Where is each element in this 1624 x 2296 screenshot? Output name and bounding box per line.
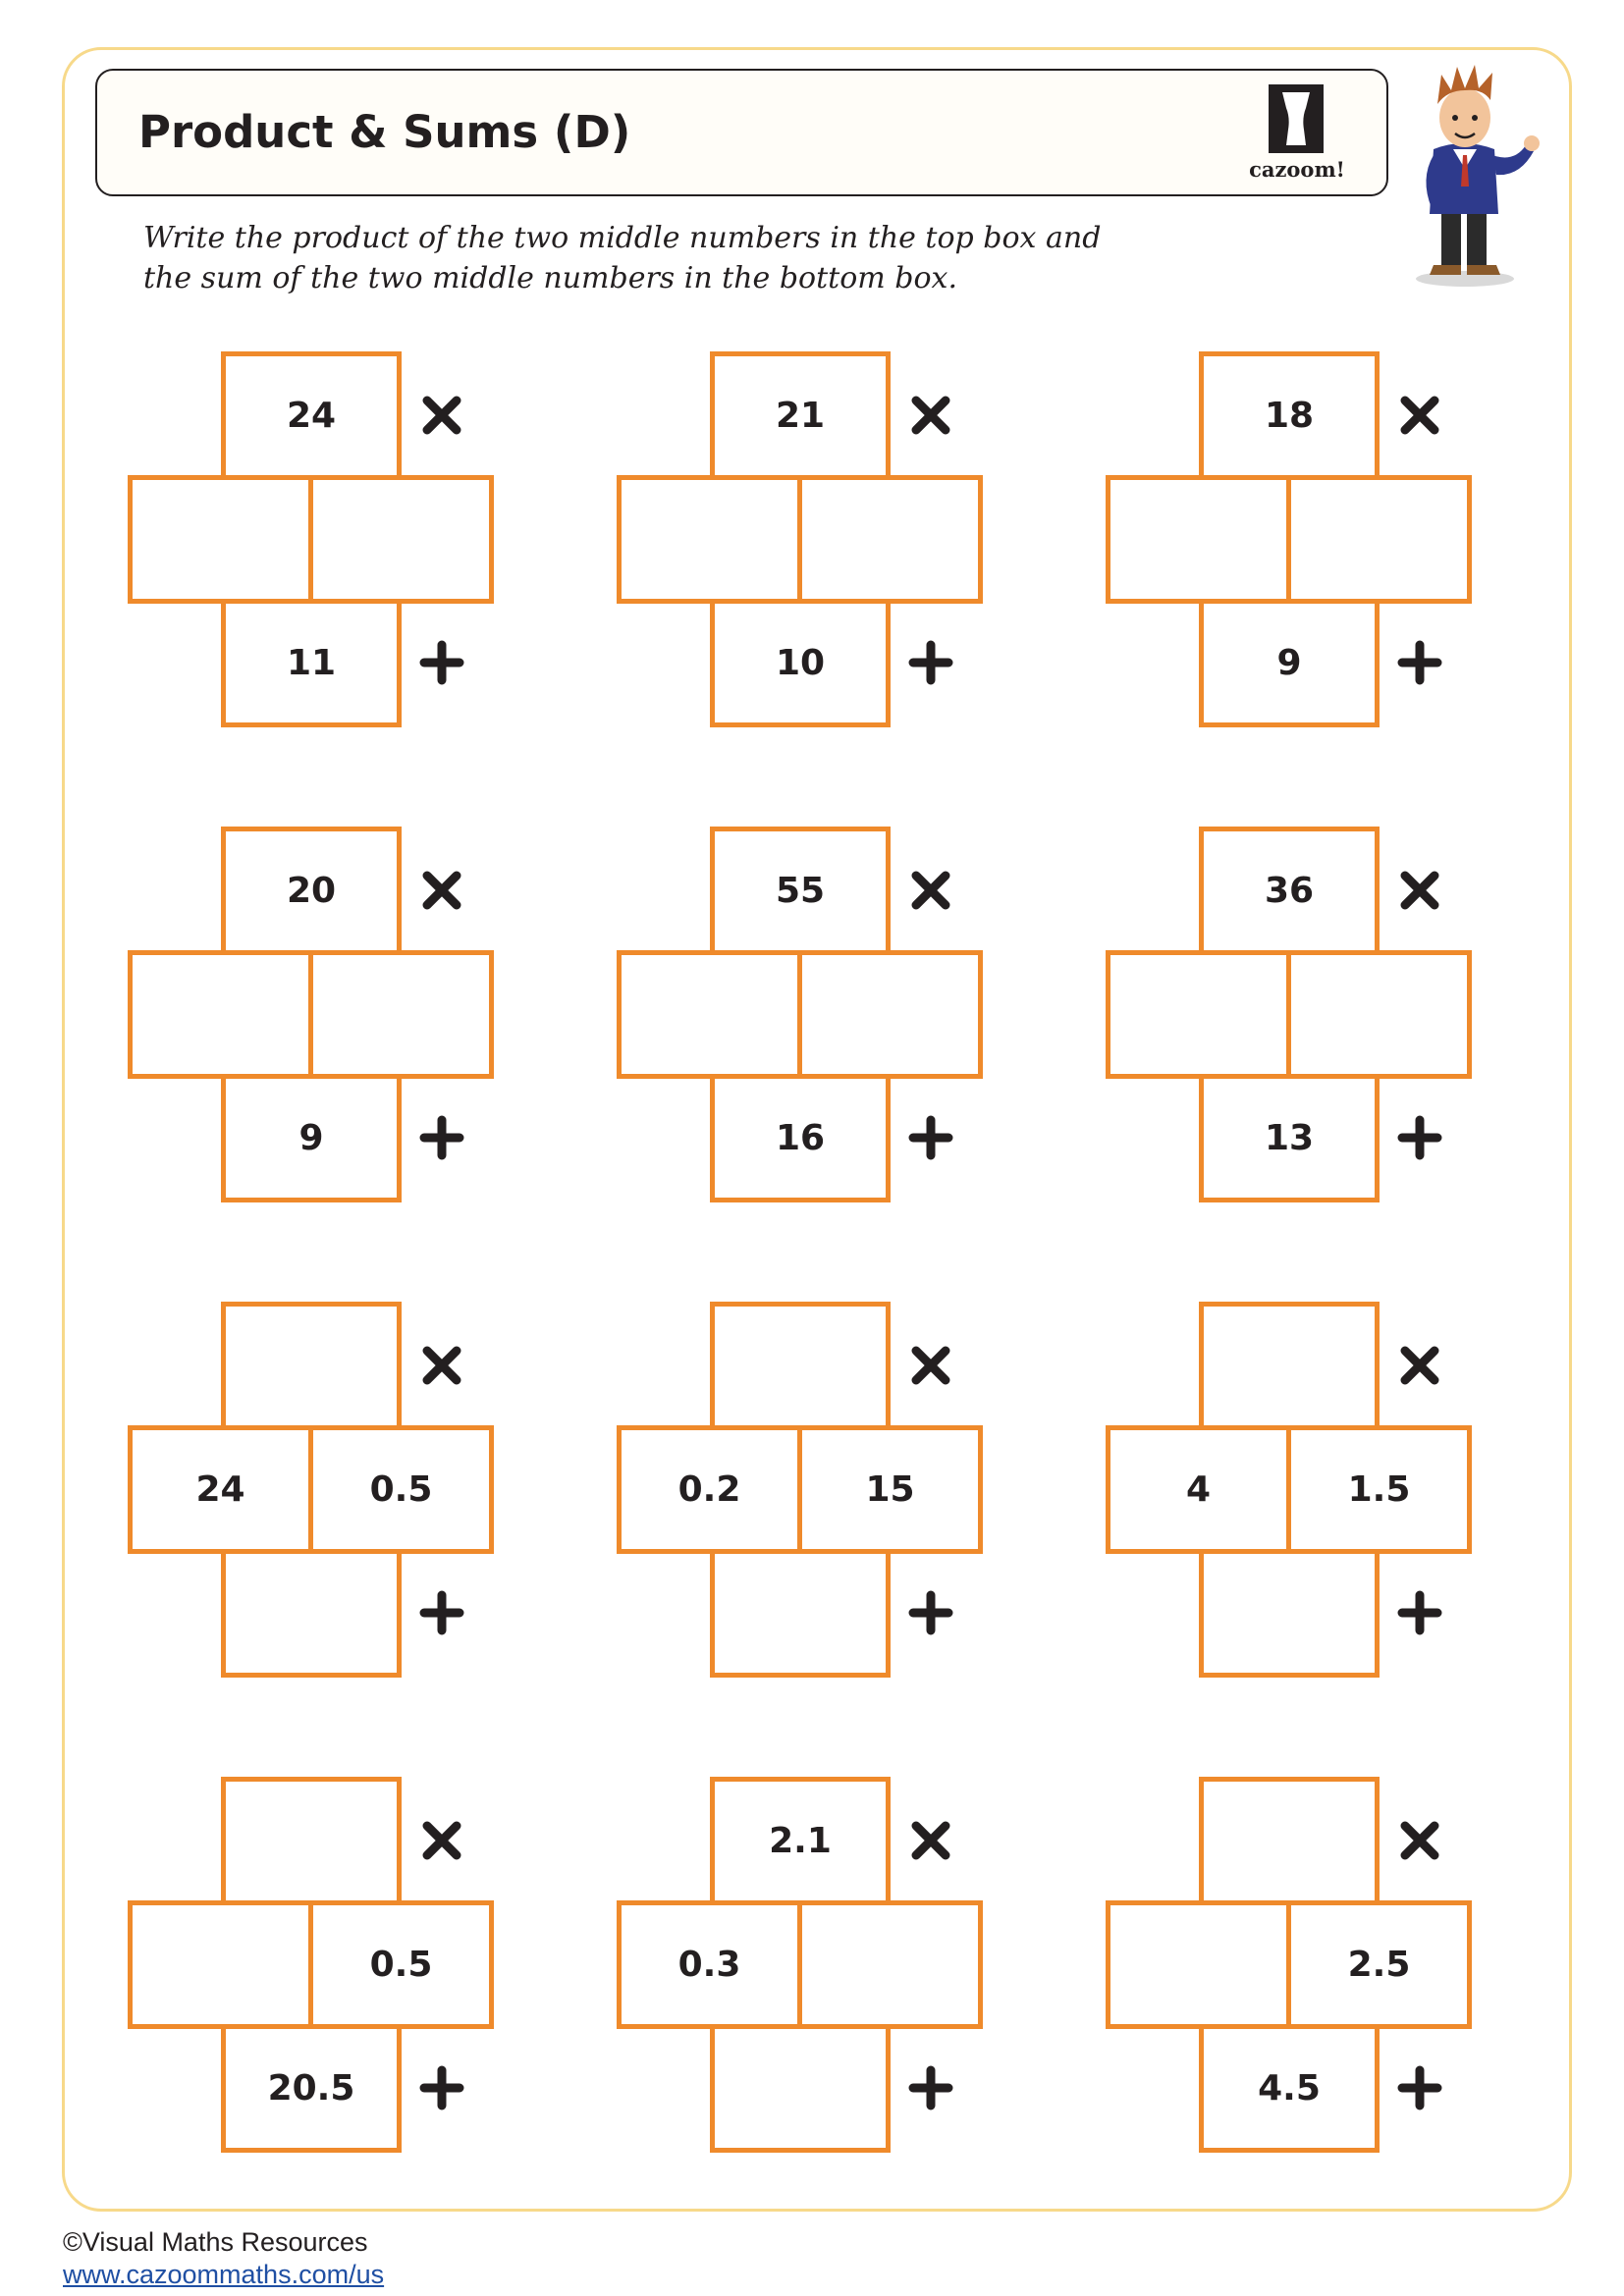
logo-text: cazoom! bbox=[1249, 157, 1345, 182]
middle-left-box[interactable] bbox=[128, 950, 313, 1079]
middle-left-box[interactable]: 0.3 bbox=[617, 1900, 802, 2029]
multiply-icon bbox=[417, 1816, 466, 1865]
puzzle bbox=[617, 351, 1049, 734]
product-box[interactable]: 36 bbox=[1199, 827, 1380, 955]
copyright-text: ©Visual Maths Resources bbox=[63, 2227, 368, 2257]
cazoom-logo bbox=[1239, 84, 1355, 187]
plus-icon bbox=[1395, 1113, 1444, 1162]
sum-box[interactable]: 20.5 bbox=[221, 2024, 402, 2153]
product-box[interactable] bbox=[1199, 1302, 1380, 1430]
middle-left-box[interactable] bbox=[1106, 1900, 1291, 2029]
plus-icon bbox=[1395, 638, 1444, 687]
product-box[interactable]: 20 bbox=[221, 827, 402, 955]
puzzle bbox=[128, 1302, 560, 1684]
product-box[interactable]: 18 bbox=[1199, 351, 1380, 480]
title-banner bbox=[95, 69, 1388, 196]
plus-icon bbox=[417, 638, 466, 687]
multiply-icon bbox=[906, 391, 955, 440]
middle-right-box[interactable]: 0.5 bbox=[308, 1425, 494, 1554]
multiply-icon bbox=[906, 1341, 955, 1390]
middle-right-box[interactable]: 1.5 bbox=[1286, 1425, 1472, 1554]
instruction-line-2: the sum of the two middle numbers in the bottom box. bbox=[143, 261, 957, 295]
middle-left-box[interactable] bbox=[128, 1900, 313, 2029]
sum-box[interactable] bbox=[710, 1549, 891, 1678]
puzzle bbox=[1106, 827, 1538, 1209]
multiply-icon bbox=[1395, 866, 1444, 915]
plus-icon bbox=[1395, 1588, 1444, 1637]
middle-right-box[interactable]: 0.5 bbox=[308, 1900, 494, 2029]
sum-box[interactable] bbox=[1199, 1549, 1380, 1678]
middle-left-box[interactable] bbox=[1106, 950, 1291, 1079]
middle-right-box[interactable] bbox=[797, 1900, 983, 2029]
multiply-icon bbox=[417, 866, 466, 915]
puzzle bbox=[1106, 351, 1538, 734]
footer bbox=[63, 2226, 384, 2291]
plus-icon bbox=[906, 1113, 955, 1162]
middle-right-box[interactable] bbox=[1286, 475, 1472, 604]
product-box[interactable]: 24 bbox=[221, 351, 402, 480]
middle-right-box[interactable]: 2.5 bbox=[1286, 1900, 1472, 2029]
plus-icon bbox=[906, 638, 955, 687]
puzzle bbox=[128, 351, 560, 734]
puzzle bbox=[617, 1777, 1049, 2160]
sum-box[interactable] bbox=[221, 1549, 402, 1678]
multiply-icon bbox=[1395, 1816, 1444, 1865]
middle-left-box[interactable]: 24 bbox=[128, 1425, 313, 1554]
multiply-icon bbox=[417, 1341, 466, 1390]
sum-box[interactable]: 9 bbox=[221, 1074, 402, 1202]
product-box[interactable]: 55 bbox=[710, 827, 891, 955]
plus-icon bbox=[906, 1588, 955, 1637]
page-title: Product & Sums (D) bbox=[138, 106, 631, 158]
instructions bbox=[143, 218, 1223, 298]
middle-left-box[interactable]: 0.2 bbox=[617, 1425, 802, 1554]
puzzle bbox=[128, 1777, 560, 2160]
multiply-icon bbox=[1395, 1341, 1444, 1390]
logo-mark-icon bbox=[1239, 84, 1355, 157]
middle-right-box[interactable] bbox=[797, 475, 983, 604]
plus-icon bbox=[906, 2063, 955, 2112]
sum-box[interactable] bbox=[710, 2024, 891, 2153]
multiply-icon bbox=[906, 866, 955, 915]
plus-icon bbox=[417, 2063, 466, 2112]
middle-left-box[interactable] bbox=[617, 475, 802, 604]
sum-box[interactable]: 11 bbox=[221, 599, 402, 727]
multiply-icon bbox=[906, 1816, 955, 1865]
puzzle bbox=[617, 827, 1049, 1209]
mascot-illustration bbox=[1404, 61, 1542, 289]
middle-right-box[interactable]: 15 bbox=[797, 1425, 983, 1554]
product-box[interactable]: 21 bbox=[710, 351, 891, 480]
multiply-icon bbox=[1395, 391, 1444, 440]
plus-icon bbox=[417, 1588, 466, 1637]
middle-left-box[interactable] bbox=[617, 950, 802, 1079]
middle-left-box[interactable]: 4 bbox=[1106, 1425, 1291, 1554]
sum-box[interactable]: 16 bbox=[710, 1074, 891, 1202]
website-link[interactable]: www.cazoommaths.com/us bbox=[63, 2260, 385, 2289]
middle-right-box[interactable] bbox=[308, 950, 494, 1079]
middle-right-box[interactable] bbox=[1286, 950, 1472, 1079]
instruction-line-1: Write the product of the two middle numbers in the top box and bbox=[143, 221, 1102, 255]
product-box[interactable] bbox=[221, 1302, 402, 1430]
puzzle bbox=[617, 1302, 1049, 1684]
middle-left-box[interactable] bbox=[1106, 475, 1291, 604]
product-box[interactable] bbox=[221, 1777, 402, 1905]
middle-right-box[interactable] bbox=[797, 950, 983, 1079]
sum-box[interactable]: 13 bbox=[1199, 1074, 1380, 1202]
middle-left-box[interactable] bbox=[128, 475, 313, 604]
sum-box[interactable]: 10 bbox=[710, 599, 891, 727]
sum-box[interactable]: 4.5 bbox=[1199, 2024, 1380, 2153]
product-box[interactable] bbox=[710, 1302, 891, 1430]
product-box[interactable]: 2.1 bbox=[710, 1777, 891, 1905]
puzzle bbox=[1106, 1777, 1538, 2160]
puzzle bbox=[128, 827, 560, 1209]
product-box[interactable] bbox=[1199, 1777, 1380, 1905]
sum-box[interactable]: 9 bbox=[1199, 599, 1380, 727]
middle-right-box[interactable] bbox=[308, 475, 494, 604]
plus-icon bbox=[417, 1113, 466, 1162]
puzzle bbox=[1106, 1302, 1538, 1684]
multiply-icon bbox=[417, 391, 466, 440]
plus-icon bbox=[1395, 2063, 1444, 2112]
